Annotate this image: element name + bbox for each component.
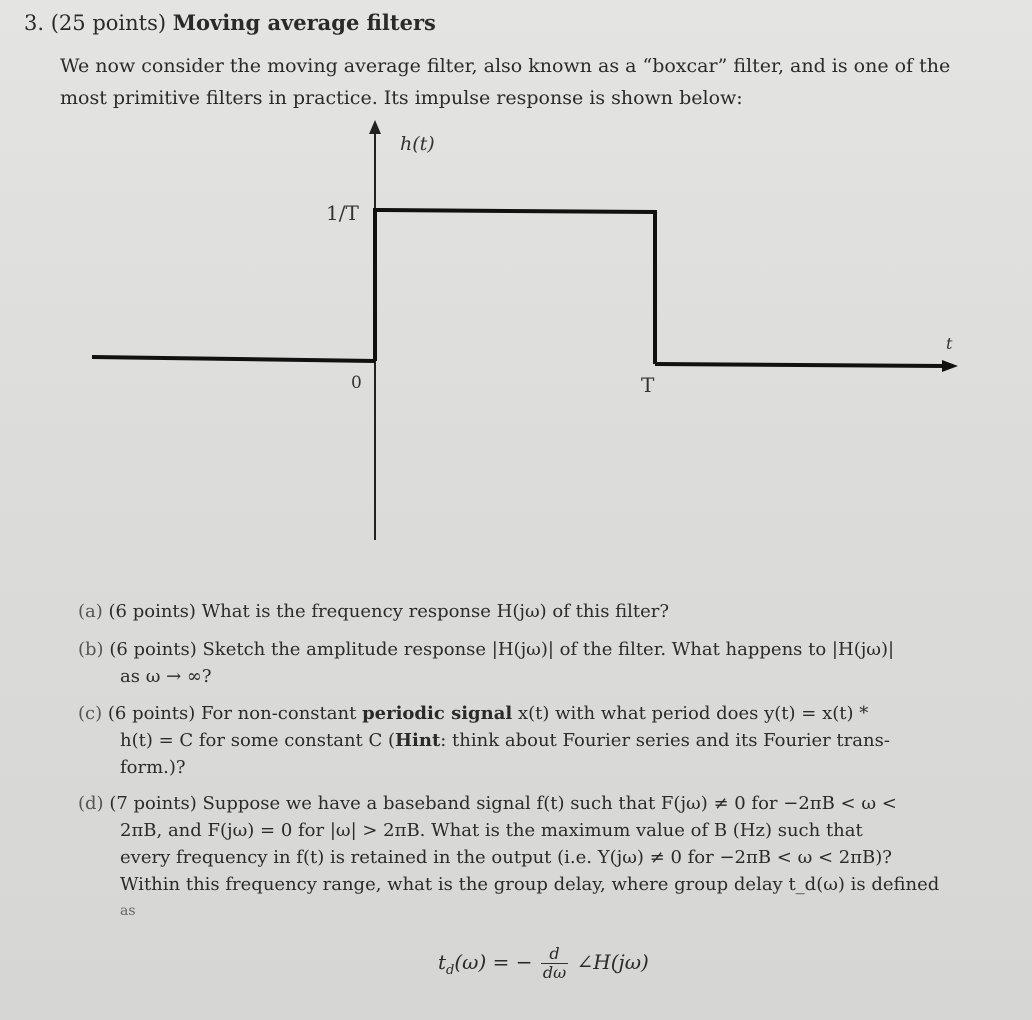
part-b — [78, 636, 978, 690]
formula-rhs: ∠H(jω) — [576, 950, 649, 974]
intro-line-1: We now consider the moving average filter, also known as a “boxcar” filter, and is one of the — [60, 55, 951, 77]
x-axis-label: t — [946, 334, 953, 353]
part-c-line-2-pre: h(t) = C for some constant C ( — [120, 730, 396, 751]
part-a — [78, 598, 978, 625]
boxcar-pulse — [375, 210, 655, 364]
part-d-label: (d) — [78, 793, 104, 814]
part-b-label: (b) — [78, 639, 104, 660]
formula-lhs-sub: d — [446, 963, 455, 978]
part-d-points: (7 points) — [109, 793, 197, 814]
formula-lhs: t — [438, 950, 447, 974]
part-d-line-4: Within this frequency range, what is the group delay, where group delay t_d(ω) is defined — [120, 874, 940, 895]
part-c-line-2 — [78, 727, 978, 754]
intro-line-2: most primitive filters in practice. Its impulse response is shown below: — [60, 87, 743, 109]
part-b-line-2: as ω → ∞? — [120, 666, 212, 687]
y-axis-arrow — [369, 120, 381, 134]
part-d-line-2: 2πB, and F(jω) = 0 for |ω| > 2πB. What is the maximum value of B (Hz) such that — [120, 820, 863, 841]
part-c-label: (c) — [78, 703, 103, 724]
part-a-text: What is the frequency response H(jω) of this filter? — [201, 601, 670, 622]
formula-fraction — [541, 945, 568, 982]
part-c — [78, 700, 978, 781]
part-a-label: (a) — [78, 601, 103, 622]
part-a-points: (6 points) — [108, 601, 196, 622]
x-axis-left — [92, 357, 375, 361]
y-axis-label: h(t) — [400, 133, 435, 155]
x-axis-arrow — [942, 360, 958, 372]
part-c-points: (6 points) — [107, 703, 196, 724]
part-c-line-2-rest: : think about Fourier series and its Fourier trans- — [440, 730, 890, 751]
part-c-line-1-rest: x(t) with what period does y(t) = x(t) * — [517, 703, 869, 724]
formula-frac-num: d — [541, 945, 568, 964]
part-d — [78, 790, 978, 925]
end-label: T — [641, 373, 655, 397]
formula-frac-den: dω — [542, 963, 567, 982]
part-b-line-1: Sketch the amplitude response |H(jω)| of the filter. What happens to |H(jω)| — [202, 639, 895, 660]
group-delay-formula — [438, 945, 649, 982]
x-axis-right — [655, 364, 945, 366]
part-c-line-3: form.)? — [120, 757, 186, 778]
part-c-pre: For non-constant — [201, 703, 357, 724]
part-d-line-5: as — [120, 903, 136, 919]
problem-number: 3. — [24, 11, 45, 35]
problem-points: (25 points) — [50, 11, 167, 35]
problem-title: Moving average filters — [172, 10, 436, 35]
part-c-bold: periodic signal — [362, 703, 513, 724]
part-c-hint: Hint — [395, 730, 441, 751]
part-b-points: (6 points) — [109, 639, 197, 660]
level-label: 1/T — [326, 201, 359, 225]
origin-label: 0 — [351, 373, 362, 393]
formula-lhs-arg: (ω) = − — [454, 950, 533, 974]
part-d-line-1: Suppose we have a baseband signal f(t) such that F(jω) ≠ 0 for −2πB < ω < — [202, 793, 897, 814]
part-d-line-3: every frequency in f(t) is retained in the output (i.e. Y(jω) ≠ 0 for −2πB < ω < 2πB)? — [120, 847, 892, 868]
